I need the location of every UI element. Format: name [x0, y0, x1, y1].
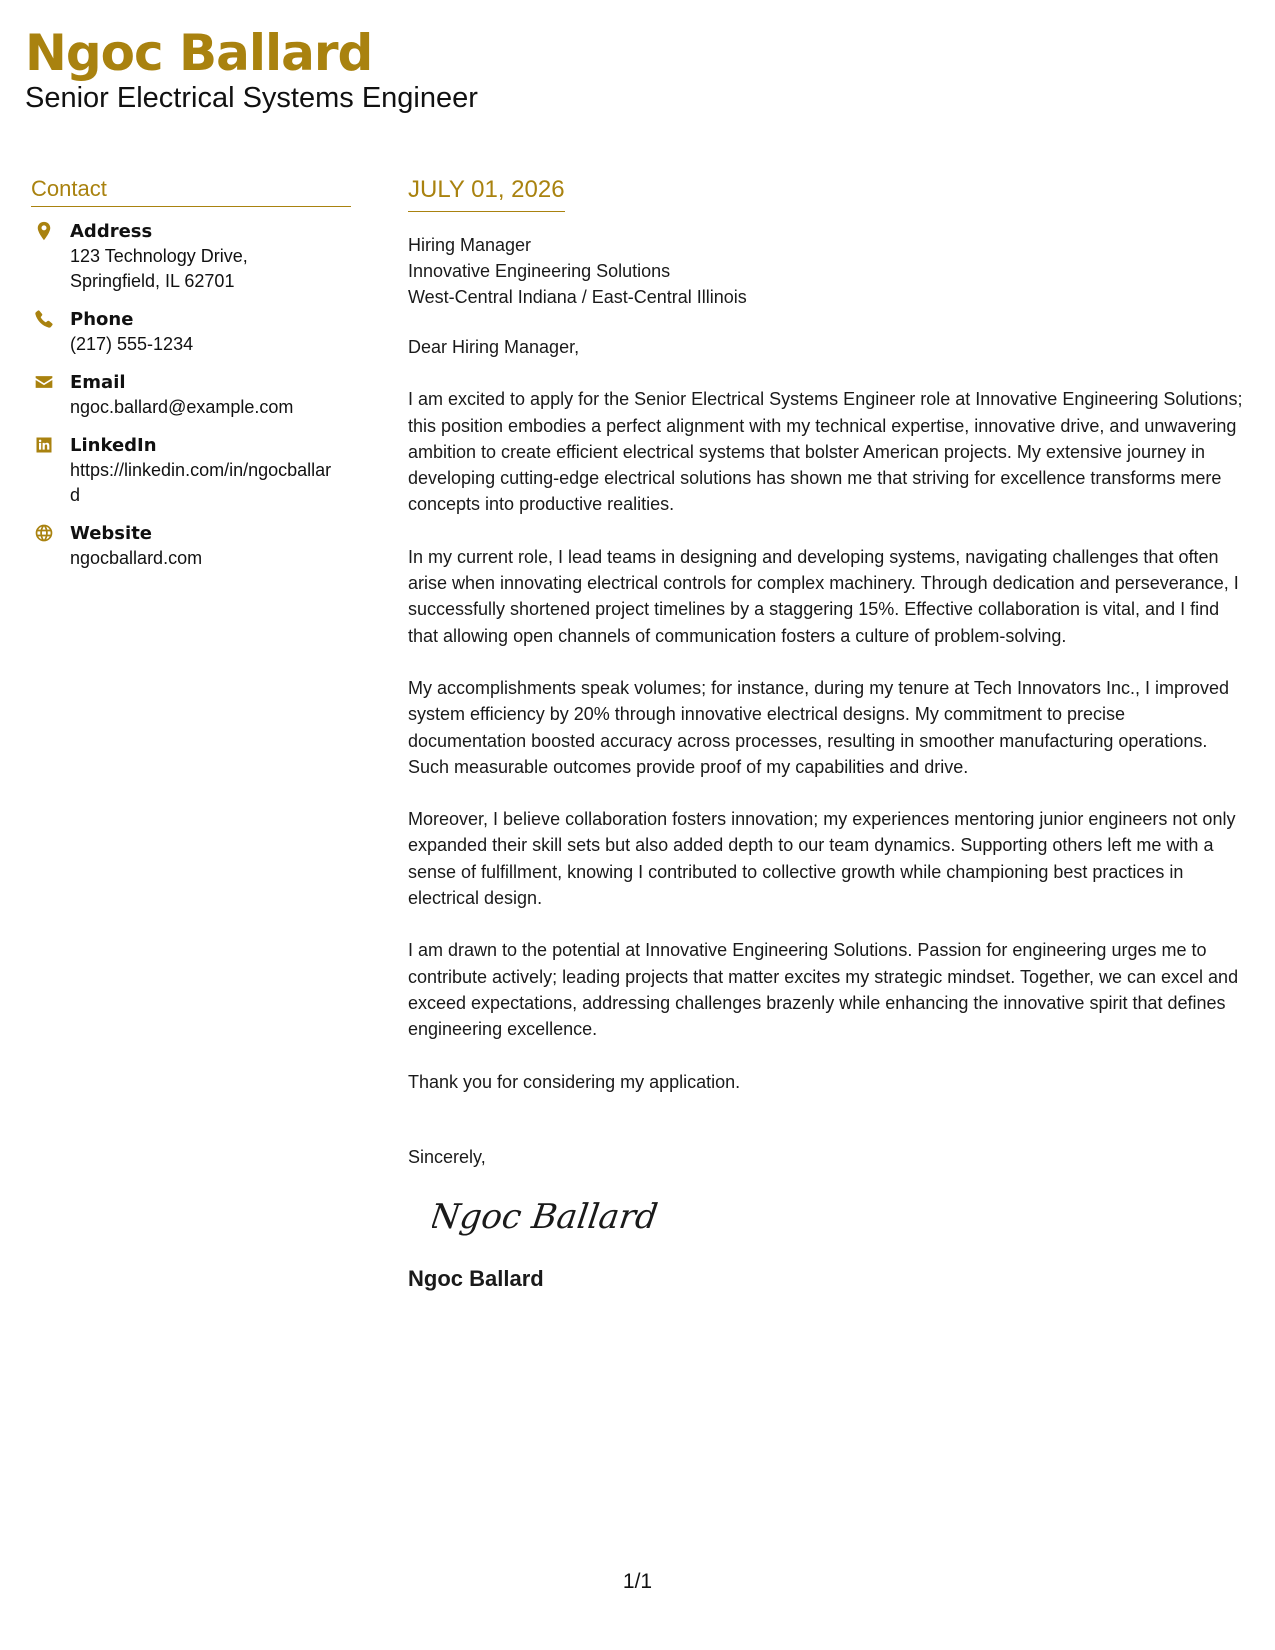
- body-paragraph: In my current role, I lead teams in designing and developing systems, navigating challenges that often arise when innovating electrical controls for complex machinery. Through dedication and perseverance, I successfully shortened project timelines by a staggering 15%. Effective collaboration is vital, and I find that allowing open channels of communication fosters a culture of problem-solving.: [408, 546, 1239, 646]
- handwritten-signature: [432, 1190, 1248, 1242]
- map-pin-icon: [32, 220, 56, 245]
- salutation: Dear Hiring Manager,: [408, 337, 580, 357]
- contact-heading: Contact: [31, 176, 351, 207]
- contact-address: [31, 220, 351, 294]
- phone-icon: [32, 308, 56, 333]
- address-value: 123 Technology Drive, Springfield, IL 62701: [70, 246, 248, 291]
- body-paragraph: I am excited to apply for the Senior Electrical Systems Engineer role at Innovative Engineering Solutions; this position embodies a perfect alignment with my technical expertise, innovative drive, and unwavering ambition to create efficient electrical systems that bolster American projects. My extensive journey in developing cutting-edge electrical solutions has shown me that striving for excellence transforms mere concepts into productive realities.: [408, 389, 1243, 515]
- letter-body: [408, 176, 1248, 1292]
- recipient-line: Innovative Engineering Solutions: [408, 261, 671, 281]
- body-paragraph: My accomplishments speak volumes; for instance, during my tenure at Tech Innovators Inc., I improved system efficiency by 20% through innovative electrical designs. My commitment to precise documentation boosted accuracy across processes, resulting in smoother manufacturing operations. Such measurable outcomes provide proof of my capabilities and drive.: [408, 677, 1230, 777]
- recipient-line: West-Central Indiana / East-Central Illinois: [408, 287, 747, 307]
- signature-image: [432, 1190, 692, 1242]
- body-paragraph: Thank you for considering my application.: [408, 1071, 741, 1092]
- page-number: 1/1: [622, 1570, 653, 1593]
- website-value[interactable]: ngocballard.com: [70, 548, 203, 568]
- envelope-icon: [32, 371, 56, 396]
- contact-label: Address: [70, 221, 153, 242]
- contact-website: [31, 522, 351, 571]
- body-paragraph: Moreover, I believe collaboration fosters innovation; my experiences mentoring junior engineers not only expanded their skill sets but also added depth to our team dynamics. Supporting others left me with a sense of fulfillment, knowing I contributed to collective growth while championing best practices in electrical design.: [408, 809, 1236, 909]
- contact-label: Website: [70, 523, 153, 544]
- contact-email: [31, 371, 351, 420]
- signed-name: Ngoc Ballard: [408, 1265, 544, 1291]
- letter-date: JULY 01, 2026: [408, 176, 565, 212]
- contact-label: Phone: [70, 309, 134, 330]
- linkedin-icon: [32, 434, 56, 459]
- contact-phone: [31, 308, 351, 357]
- contact-label: Email: [70, 372, 126, 393]
- applicant-title: Senior Electrical Systems Engineer: [25, 82, 478, 114]
- recipient-line: Hiring Manager: [408, 235, 532, 255]
- letter-header: [25, 22, 478, 116]
- recipient-block: [408, 232, 1248, 310]
- body-paragraph: I am drawn to the potential at Innovative Engineering Solutions. Passion for engineering urges me to contribute actively; leading projects that matter excites my strategic mindset. Together, we can excel and exceed expectations, addressing challenges brazenly while enhancing the innovative spirit that defines engineering excellence.: [408, 940, 1239, 1040]
- contact-label: LinkedIn: [70, 435, 157, 456]
- contact-sidebar: [31, 176, 351, 585]
- applicant-name: Ngoc Ballard: [25, 24, 373, 82]
- closing: Sincerely,: [408, 1146, 486, 1167]
- email-value[interactable]: ngoc.ballard@example.com: [70, 397, 294, 417]
- linkedin-value[interactable]: https://linkedin.com/in/ngocballard: [70, 460, 332, 505]
- signature-text: Ngoc Ballard: [432, 1196, 661, 1237]
- phone-value: (217) 555-1234: [70, 334, 194, 354]
- globe-icon: [32, 522, 56, 547]
- contact-linkedin: [31, 434, 351, 508]
